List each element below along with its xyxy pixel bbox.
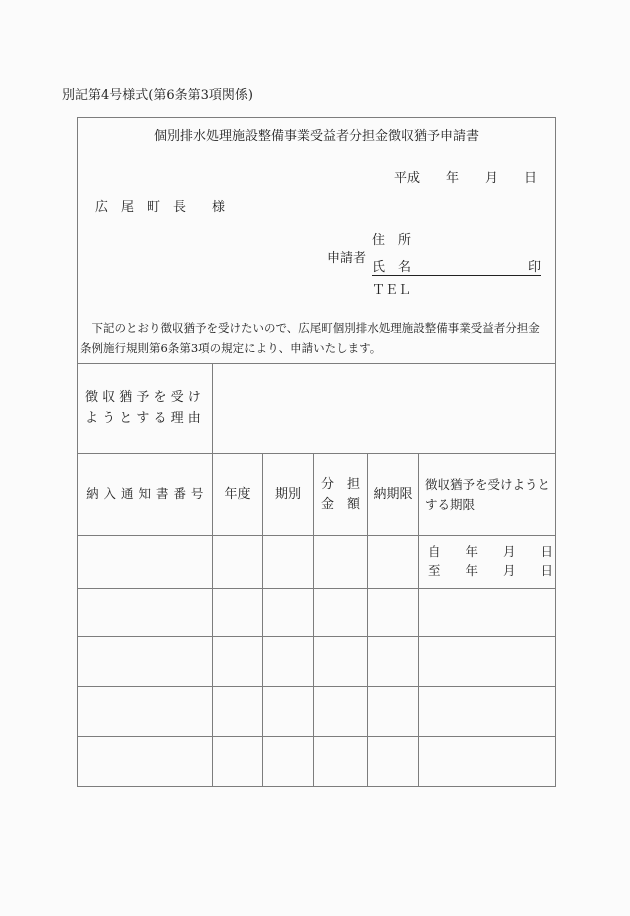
cell-deferment-period <box>419 687 555 737</box>
body-line-1: 下記のとおり徴収猶予を受けたいので、広尾町個別排水処理施設整備事業受益者分担金 <box>80 321 540 335</box>
header-period: 期別 <box>263 454 314 536</box>
cell-amount <box>314 536 368 589</box>
form-table <box>78 363 555 786</box>
cell-period <box>263 687 314 737</box>
header-due-date: 納期限 <box>368 454 419 536</box>
addressee-line: 広 尾 町 長 様 <box>95 200 226 215</box>
body-paragraph <box>80 318 554 358</box>
cell-amount <box>314 637 368 687</box>
applicant-label: 申請者 <box>327 251 367 266</box>
reason-label-cell <box>78 364 213 454</box>
reason-value-cell <box>213 364 555 454</box>
form-number-label: 別記第4号様式(第6条第3項関係) <box>62 88 253 103</box>
cell-period <box>263 536 314 589</box>
cell-due-date <box>368 637 419 687</box>
reason-label-line-1: 徴 収 猶 予 を 受 け <box>85 389 201 405</box>
header-fiscal-year: 年度 <box>213 454 263 536</box>
cell-fiscal-year <box>213 589 263 637</box>
cell-fiscal-year <box>213 536 263 589</box>
cell-due-date <box>368 687 419 737</box>
deferment-to-line: 至 年 月 日 <box>428 563 554 578</box>
cell-period <box>263 637 314 687</box>
form-outer-box <box>77 117 556 787</box>
applicant-name-label: 氏 名 <box>372 260 412 275</box>
header-amount <box>314 454 368 536</box>
cell-notice-number <box>78 589 213 637</box>
cell-deferment-period <box>419 637 555 687</box>
cell-amount <box>314 687 368 737</box>
cell-due-date <box>368 589 419 637</box>
header-deferment-period <box>419 454 555 536</box>
cell-notice-number <box>78 637 213 687</box>
deferment-from-line: 自 年 月 日 <box>428 544 554 560</box>
cell-deferment-period <box>419 737 555 786</box>
header-deferment-line-1: 徴収猶予を受けようと <box>425 477 551 493</box>
cell-amount <box>314 737 368 786</box>
cell-due-date <box>368 536 419 589</box>
date-line: 平成 年 月 日 <box>393 171 537 186</box>
header-deferment-line-2: する期限 <box>425 496 476 512</box>
cell-fiscal-year <box>213 687 263 737</box>
applicant-name-row <box>372 258 541 276</box>
applicant-tel-label: ＴＥＬ <box>372 283 412 298</box>
cell-amount <box>314 589 368 637</box>
cell-notice-number <box>78 687 213 737</box>
cell-due-date <box>368 737 419 786</box>
header-notice-number: 納 入 通 知 書 番 号 <box>78 454 213 536</box>
reason-label-line-2: よ う と す る 理 由 <box>85 410 201 426</box>
seal-label: 印 <box>527 260 541 275</box>
applicant-address-label: 住 所 <box>372 233 412 248</box>
cell-fiscal-year <box>213 637 263 687</box>
document-title: 個別排水処理施設整備事業受益者分担金徴収猶予申請書 <box>153 129 479 144</box>
cell-fiscal-year <box>213 737 263 786</box>
cell-deferment-period <box>419 589 555 637</box>
cell-deferment-period <box>419 536 555 589</box>
cell-notice-number <box>78 737 213 786</box>
cell-period <box>263 737 314 786</box>
header-amount-line-2: 金 額 <box>320 496 360 512</box>
body-line-2: 条例施行規則第6条第3項の規定により、申請いたします。 <box>80 341 382 355</box>
cell-notice-number <box>78 536 213 589</box>
header-amount-line-1: 分 担 <box>320 477 360 492</box>
cell-period <box>263 589 314 637</box>
